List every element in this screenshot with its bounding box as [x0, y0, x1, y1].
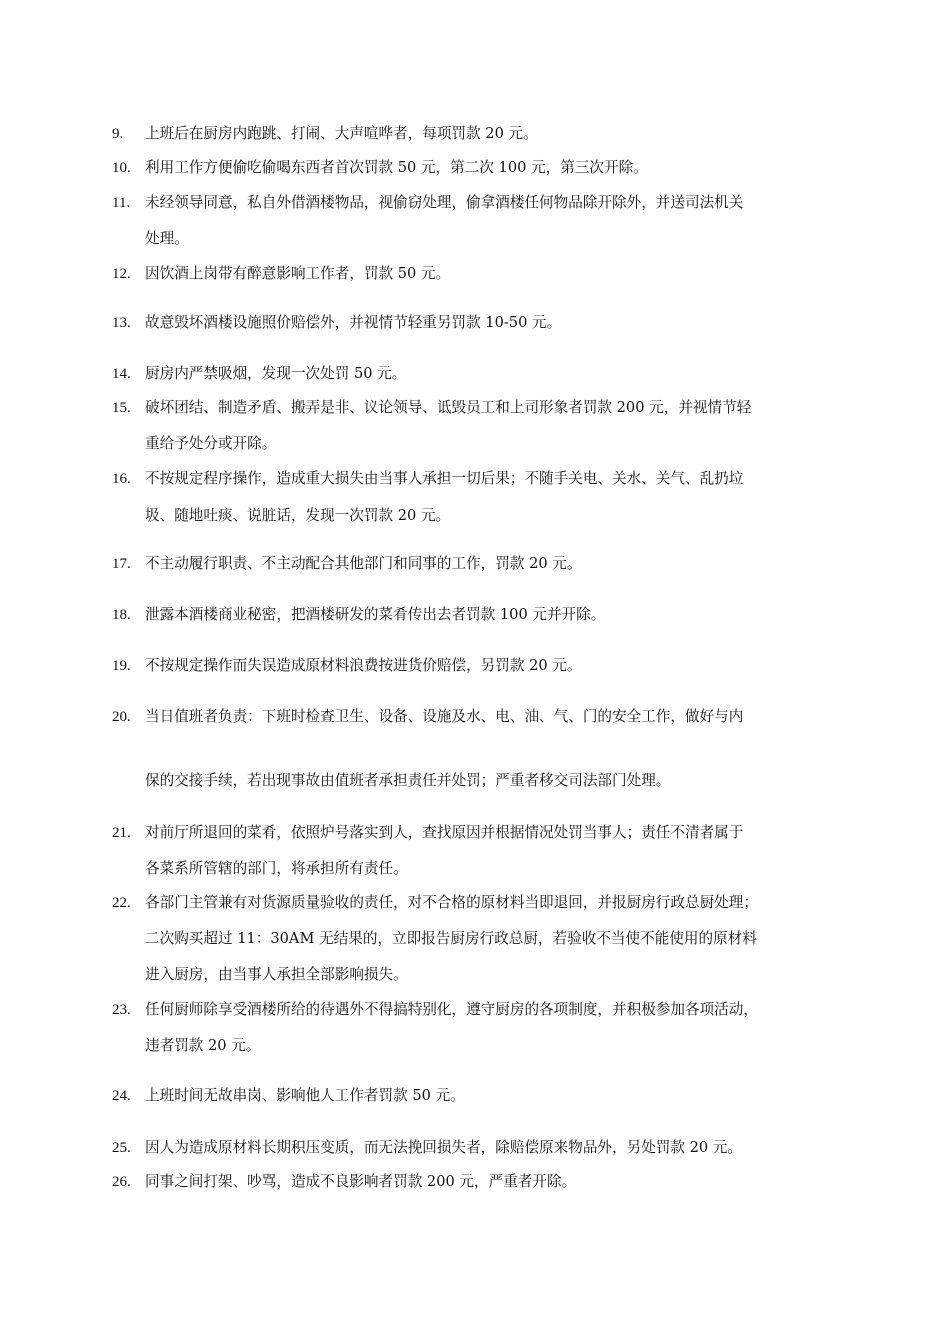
rule-text: 任何厨师除享受酒楼所给的待遇外不得搞特别化，遵守厨房的各项制度，并积极参加各项活动， [145, 1001, 758, 1018]
rule-text-continued: 处理。 [145, 230, 189, 247]
rule-number: 24. [112, 1088, 131, 1104]
rule-text: 不主动履行职责、不主动配合其他部门和同事的工作，罚款 20 元。 [145, 555, 582, 572]
rule-text-continued: 圾、随地吐痰、说脏话，发现一次罚款 20 元。 [145, 507, 451, 524]
rule-text: 厨房内严禁吸烟，发现一次处罚 50 元。 [145, 365, 407, 382]
rule-number: 10. [112, 160, 131, 176]
rule-text-continued: 进入厨房，由当事人承担全部影响损失。 [145, 966, 408, 983]
rule-number: 14. [112, 366, 131, 382]
rule-number: 11. [112, 195, 131, 211]
rule-text: 不按规定操作而失误造成原材料浪费按进货价赔偿，另罚款 20 元。 [145, 657, 582, 674]
rule-number: 18. [112, 607, 131, 623]
rule-text: 同事之间打架、吵骂，造成不良影响者罚款 200 元，严重者开除。 [145, 1173, 577, 1190]
rule-text: 利用工作方便偷吃偷喝东西者首次罚款 50 元，第二次 100 元，第三次开除。 [145, 159, 648, 176]
rule-text: 上班时间无故串岗、影响他人工作者罚款 50 元。 [145, 1087, 465, 1104]
rule-text-continued: 保的交接手续，若出现事故由值班者承担责任并处罚；严重者移交司法部门处理。 [145, 772, 671, 789]
rule-text: 各部门主管兼有对货源质量验收的责任，对不合格的原材料当即退回，并报厨房行政总厨处理； [145, 894, 758, 911]
rule-text: 不按规定程序操作，造成重大损失由当事人承担一切后果；不随手关电、关水、关气、乱扔垃 [145, 470, 744, 487]
rule-number: 21. [112, 825, 131, 841]
rule-text-continued: 违者罚款 20 元。 [145, 1037, 261, 1054]
rule-number: 16. [112, 471, 131, 487]
rule-text: 未经领导同意，私自外借酒楼物品，视偷窃处理，偷拿酒楼任何物品除开除外，并送司法机关 [145, 194, 744, 211]
rule-number: 23. [112, 1002, 131, 1018]
rule-text: 破坏团结、制造矛盾、搬弄是非、议论领导、诋毁员工和上司形象者罚款 200 元，并视情节轻 [145, 399, 752, 416]
rule-number: 13. [112, 315, 131, 331]
rule-number: 22. [112, 895, 131, 911]
rule-number: 20. [112, 709, 131, 725]
rule-number: 15. [112, 400, 131, 416]
rule-text: 故意毁坏酒楼设施照价赔偿外，并视情节轻重另罚款 10-50 元。 [145, 314, 562, 331]
rule-text-continued: 各菜系所管辖的部门，将承担所有责任。 [145, 860, 408, 877]
rule-text-continued: 重给予处分或开除。 [145, 435, 277, 452]
rule-text: 因人为造成原材料长期积压变质，而无法挽回损失者，除赔偿原来物品外，另处罚款 20 元。 [145, 1139, 743, 1156]
rule-text: 因饮酒上岗带有醉意影响工作者，罚款 50 元。 [145, 265, 451, 282]
rule-number: 26. [112, 1174, 131, 1190]
rule-text: 泄露本酒楼商业秘密，把酒楼研发的菜肴传出去者罚款 100 元并开除。 [145, 606, 606, 623]
rule-text: 当日值班者负责：下班时检查卫生、设备、设施及水、电、油、气、门的安全工作，做好与内 [145, 708, 744, 725]
rule-text: 上班后在厨房内跑跳、打闹、大声喧哗者，每项罚款 20 元。 [145, 125, 538, 142]
rule-number: 12. [112, 266, 131, 282]
rule-number: 9. [112, 126, 124, 142]
rule-number: 25. [112, 1140, 131, 1156]
rule-text: 对前厅所退回的菜肴，依照炉号落实到人，查找原因并根据情况处罚当事人；责任不清者属于 [145, 824, 744, 841]
rule-number: 17. [112, 556, 131, 572]
rule-text-continued: 二次购买超过 11：30AM 无结果的，立即报告厨房行政总厨，若验收不当使不能使用的原材料 [145, 930, 757, 947]
rule-number: 19. [112, 658, 131, 674]
